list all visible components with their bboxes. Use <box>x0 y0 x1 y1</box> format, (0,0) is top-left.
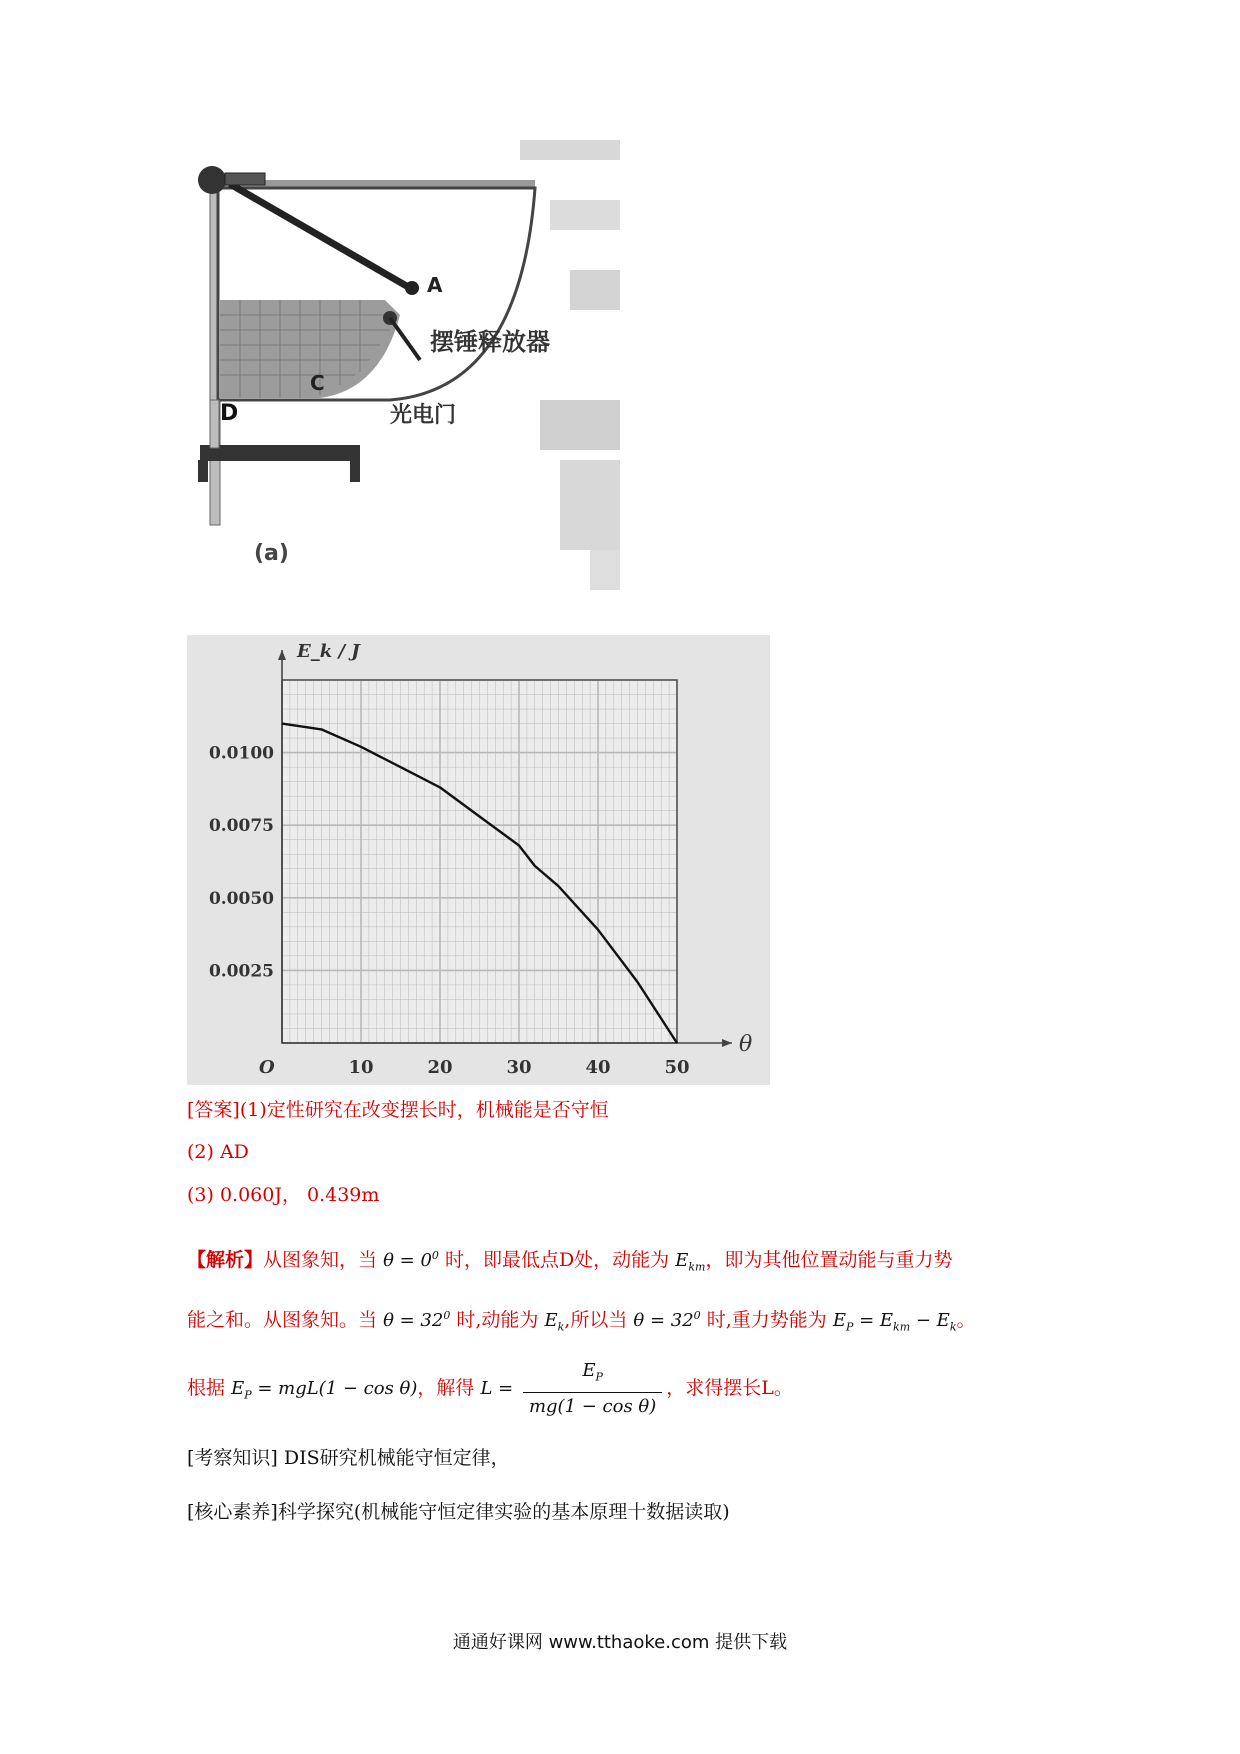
ep-equation: $E_P = E_{km} - E_k$ <box>832 1310 957 1334</box>
length-formula: L = $\frac{E_P}{\text{mg(1 − cos θ)}}$ <box>480 1378 666 1399</box>
x-tick-label: 30 <box>506 1057 532 1078</box>
analysis-line-2 <box>187 1304 976 1340</box>
analysis-text-2c: ,所以当 <box>564 1309 628 1331</box>
y-tick-label: 0.0100 <box>208 743 274 764</box>
answer-line-2: (2) AD <box>187 1141 249 1163</box>
analysis-text-1b: 时，即最低点D处，动能为 <box>444 1249 670 1271</box>
footer-text: 通通好课网 www.tthaoke.com 提供下载 <box>452 1632 788 1653</box>
analysis-text-3a: 根据 <box>187 1377 226 1399</box>
analysis-line-1 <box>187 1244 953 1280</box>
knowledge-line: [考察知识] DIS研究机械能守恒定律， <box>187 1447 510 1469</box>
release-label: 摆锤释放器 <box>430 328 550 356</box>
analysis-text-1c: ，即为其他位置动能与重力势 <box>705 1249 953 1271</box>
y-tick-label: 0.0050 <box>208 888 274 909</box>
y-tick-label: 0.0075 <box>208 816 274 837</box>
apparatus-figure <box>190 140 620 590</box>
analysis-text-2e: 。 <box>956 1309 976 1331</box>
theta-32-a: $\theta = 32^0$ <box>383 1309 451 1331</box>
analysis-text-2d: 时,重力势能为 <box>706 1309 827 1331</box>
x-tick-label: 10 <box>348 1057 374 1078</box>
chart-svg <box>187 635 770 1085</box>
x-axis-label: θ <box>739 1032 753 1057</box>
analysis-tag: 【解析】 <box>187 1249 264 1271</box>
ep-formula: $E_P = mgL(1 - \cos \theta)$ <box>231 1378 418 1402</box>
ek-symbol: $E_k$ <box>544 1310 565 1334</box>
analysis-line-3 <box>187 1358 793 1418</box>
x-tick-label: 40 <box>585 1057 611 1078</box>
label-A: A <box>427 273 443 297</box>
ekm-symbol: $E_{km}$ <box>675 1250 706 1274</box>
figure-caption: (a) <box>254 541 289 566</box>
analysis-text-1a: 从图象知，当 <box>263 1249 378 1271</box>
y-axis-label: E_k / J <box>297 641 360 662</box>
gate-label: 光电门 <box>390 403 457 428</box>
analysis-text-2a: 能之和。从图象知。当 <box>187 1309 378 1331</box>
ek-theta-graph <box>187 635 770 1085</box>
x-tick-label: 50 <box>664 1057 690 1078</box>
analysis-text-2b: 时,动能为 <box>456 1309 539 1331</box>
theta-32-b: $\theta = 32^0$ <box>633 1309 701 1331</box>
label-C: C <box>310 371 325 395</box>
theta-zero: $\theta = 0^0$ <box>383 1249 439 1271</box>
label-D: D <box>220 401 239 426</box>
analysis-text-3b: ，解得 <box>417 1377 475 1399</box>
answer-line-1: [答案](1)定性研究在改变摆长时，机械能是否守恒 <box>187 1099 609 1121</box>
answer-line-3: (3) 0.060J， 0.439m <box>187 1184 380 1206</box>
y-tick-label: 0.0025 <box>208 961 274 982</box>
analysis-text-3c: ，求得摆长L。 <box>666 1377 793 1399</box>
apparatus-diagram <box>190 140 620 590</box>
x-tick-label: 20 <box>427 1057 453 1078</box>
literacy-line: [核心素养]科学探究(机械能守恒定律实验的基本原理十数据读取) <box>187 1501 730 1523</box>
origin-label: O <box>259 1057 275 1078</box>
